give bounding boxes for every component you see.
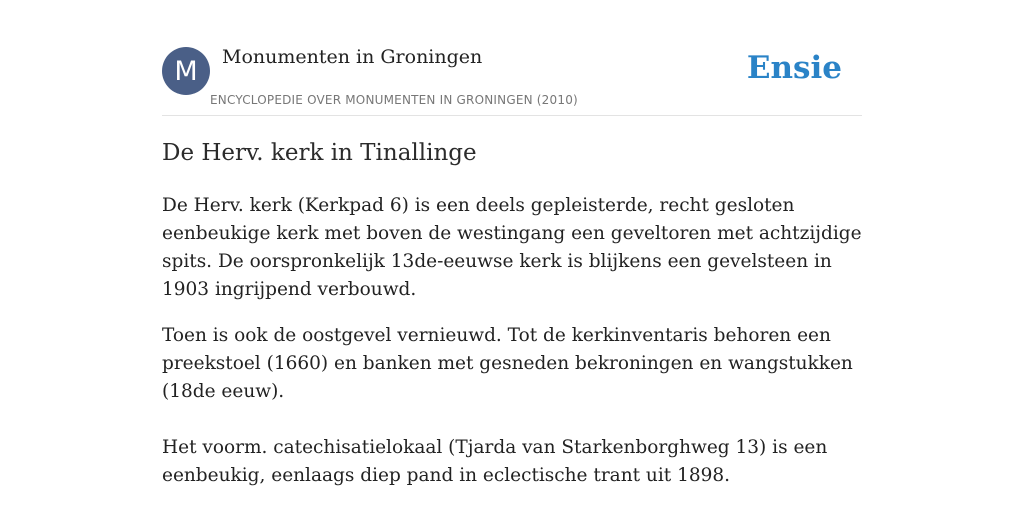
paragraph-3: Het voorm. catechisatielokaal (Tjarda van Starkenborghweg 13) is een eenbeukig, eenlaags diep pand in eclectische trant uit 1898.	[162, 437, 828, 486]
site-title[interactable]: Monumenten in Groningen	[222, 46, 483, 68]
ensie-logo[interactable]: Ensie	[746, 50, 842, 86]
avatar-letter: M	[174, 55, 198, 87]
header-divider	[162, 115, 862, 116]
paragraph-1: De Herv. kerk (Kerkpad 6) is een deels gepleisterde, recht gesloten eenbeukige kerk met boven de westingang een geveltoren met achtzijdige spits. De oorspronkelijk 13de-eeuwse kerk is blijkens een gevelsteen in 1903 ingrijpend verbouwd.	[162, 195, 862, 300]
page-container	[162, 0, 862, 512]
article-title: De Herv. kerk in Tinallinge	[162, 140, 477, 166]
paragraph-2: Toen is ook de oostgevel vernieuwd. Tot de kerkinventaris behoren een preekstoel (1660) en banken met gesneden bekroningen en wangstukken (18de eeuw).	[162, 325, 853, 402]
article-body	[162, 192, 862, 490]
site-subtitle: ENCYCLOPEDIE OVER MONUMENTEN IN GRONINGEN (2010)	[210, 93, 578, 107]
avatar[interactable]	[162, 47, 210, 95]
